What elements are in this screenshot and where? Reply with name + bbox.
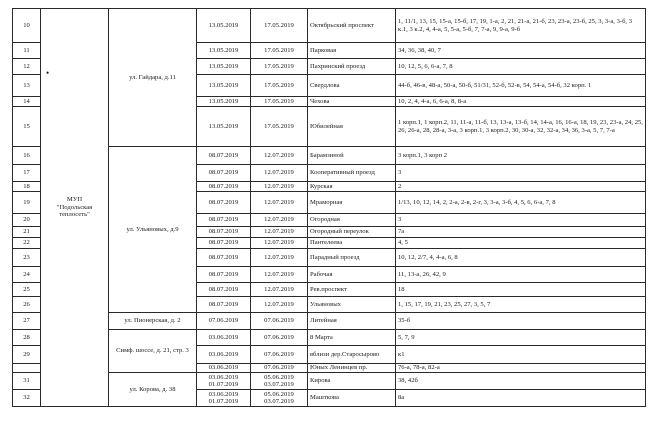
row-number: 31 [13,373,41,390]
house-numbers: 38, 42б [396,373,646,390]
house-numbers: 10, 12, 5, 6, 6-а, 7, 8 [396,59,646,75]
end-date: 12.07.2019 [251,227,308,238]
street-name: Юных Ленинцев пр. [308,364,396,373]
street-name: Барамзиной [308,147,396,165]
start-date: 08.07.2019 [197,214,251,227]
house-numbers: 3 [396,214,646,227]
row-number: 20 [13,214,41,227]
end-date: 17.05.2019 [251,107,308,147]
street-name: Ульяновых [308,297,396,313]
row-number: 18 [13,182,41,192]
end-date: 05.06.2019 03.07.2019 [251,373,308,390]
row-number: 10 [13,9,41,43]
street-name: Рев.проспект [308,283,396,297]
start-date: 13.05.2019 [197,75,251,97]
house-numbers: 1/13, 10, 12, 14, 2, 2-а, 2-в, 2-г, 3, 3-а, 3-б, 4, 5, 6, 6-а, 7, 8 [396,192,646,214]
house-numbers: 7а [396,227,646,238]
end-date: 07.06.2019 [251,346,308,364]
end-date: 12.07.2019 [251,283,308,297]
house-numbers: 3 корп.1, 3 корп 2 [396,147,646,165]
row-number: 12 [13,59,41,75]
end-date: 12.07.2019 [251,147,308,165]
address-cell: ул. Пионерская, д. 2 [109,313,197,330]
row-number: 28 [13,330,41,346]
street-name: Машткова [308,390,396,407]
street-name: Чехова [308,97,396,107]
row-number: 23 [13,249,41,267]
end-date: 17.05.2019 [251,59,308,75]
stray-mark: • [46,68,50,78]
start-date: 03.06.2019 [197,346,251,364]
table-row [13,9,646,43]
row-number: 19 [13,192,41,214]
house-numbers: 4, 5 [396,238,646,249]
start-date: 08.07.2019 [197,227,251,238]
organization-cell: МУП "Подольская теплосеть" [41,9,109,407]
start-date: 08.07.2019 [197,182,251,192]
street-name: Кооперативный проезд [308,165,396,182]
address-cell: ул. Ульяновых, д.9 [109,147,197,313]
street-name: Парадный проезд [308,249,396,267]
street-name: Свердлова [308,75,396,97]
house-numbers: 1, 11/1, 13, 15, 15-а, 15-б, 17, 19, 1-а, 2, 21, 21-а, 21-б, 23, 23-а, 23-б, 25, 3, 3-а, 3-б, 3 к.1, 3 к.2, 4, 4-а, 5, 5-а, 5-б, 7, 7-а, 9, 9-а, 9-б [396,9,646,43]
start-date: 08.07.2019 [197,267,251,283]
street-name: вблизи дер.Старосырово [308,346,396,364]
end-date: 17.05.2019 [251,97,308,107]
house-numbers: 10, 12, 2/7, 4, 4-а, 6, 8 [396,249,646,267]
row-number: 14 [13,97,41,107]
house-numbers: 44-б, 46-в, 48-а, 50-а, 50-б, 51/31, 52-б, 52-в, 54, 54-а, 54-б, 32 корп. 1 [396,75,646,97]
house-numbers: 5, 7, 9 [396,330,646,346]
row-number: 13 [13,75,41,97]
street-name: Мраморная [308,192,396,214]
end-date: 07.06.2019 [251,330,308,346]
street-name: Литейная [308,313,396,330]
street-name: Рабочая [308,267,396,283]
start-date: 08.07.2019 [197,147,251,165]
street-name: Кирова [308,373,396,390]
end-date: 17.05.2019 [251,43,308,59]
start-date: 13.05.2019 [197,43,251,59]
house-numbers: 2 [396,182,646,192]
street-name: 8 Марта [308,330,396,346]
start-date: 03.06.2019 [197,364,251,373]
house-numbers: 18 [396,283,646,297]
address-cell: ул. Гайдара, д.11 [109,9,197,147]
house-numbers: 3 [396,165,646,182]
end-date: 07.06.2019 [251,364,308,373]
end-date: 12.07.2019 [251,182,308,192]
end-date: 17.05.2019 [251,75,308,97]
street-name: Октябрьский проспект [308,9,396,43]
end-date: 12.07.2019 [251,267,308,283]
end-date: 12.07.2019 [251,297,308,313]
row-number: 16 [13,147,41,165]
start-date: 03.06.2019 01.07.2019 [197,373,251,390]
end-date: 12.07.2019 [251,214,308,227]
street-name: Пахринский проезд [308,59,396,75]
street-name: Огородная [308,214,396,227]
end-date: 07.06.2019 [251,313,308,330]
house-numbers: 8а [396,390,646,407]
street-name: Парковая [308,43,396,59]
start-date: 08.07.2019 [197,165,251,182]
house-numbers: 11, 13-а, 26, 42, 9 [396,267,646,283]
start-date: 08.07.2019 [197,297,251,313]
end-date: 12.07.2019 [251,192,308,214]
row-number: 22 [13,238,41,249]
start-date: 03.06.2019 01.07.2019 [197,390,251,407]
row-number: 21 [13,227,41,238]
start-date: 13.05.2019 [197,9,251,43]
house-numbers: 1 корп.1, 1 корп.2, 11, 11-а, 11-б, 13, 13-а, 13-б, 14, 14-а, 16, 16-а, 18, 19, 23, 23-а, 24, 25, 26, 26-а, 28, 28-а, 3-а, 3 корп.1, 3 корп.2, 30, 30-а, 32, 32-а, 34, 36, 3-а, 5, 7, 7-а [396,107,646,147]
end-date: 12.07.2019 [251,165,308,182]
street-name: Огородный переулок [308,227,396,238]
row-number [13,364,41,373]
row-number: 32 [13,390,41,407]
address-cell: ул. Корова, д. 38 [109,373,197,407]
end-date: 17.05.2019 [251,9,308,43]
start-date: 07.06.2019 [197,313,251,330]
row-number: 27 [13,313,41,330]
start-date: 13.05.2019 [197,107,251,147]
street-name: Курская [308,182,396,192]
row-number: 25 [13,283,41,297]
row-number: 15 [13,107,41,147]
address-cell: Симф. шоссе, д. 21, стр. 3 [109,330,197,373]
house-numbers: 76-а, 78-а, 82-а [396,364,646,373]
house-numbers: 1, 15, 17, 19, 21, 23, 25, 27, 3, 5, 7 [396,297,646,313]
end-date: 12.07.2019 [251,238,308,249]
start-date: 08.07.2019 [197,283,251,297]
street-name: Пантелеева [308,238,396,249]
start-date: 13.05.2019 [197,97,251,107]
end-date: 12.07.2019 [251,249,308,267]
row-number: 17 [13,165,41,182]
start-date: 13.05.2019 [197,59,251,75]
house-numbers: 35-б [396,313,646,330]
end-date: 05.06.2019 03.07.2019 [251,390,308,407]
start-date: 03.06.2019 [197,330,251,346]
house-numbers: 34, 36, 38, 40, 7 [396,43,646,59]
house-numbers: к1 [396,346,646,364]
schedule-table [12,8,646,407]
start-date: 08.07.2019 [197,238,251,249]
row-number: 11 [13,43,41,59]
row-number: 26 [13,297,41,313]
row-number: 24 [13,267,41,283]
street-name: Юбилейная [308,107,396,147]
start-date: 08.07.2019 [197,249,251,267]
house-numbers: 10, 2, 4, 4-а, 6, 6-а, 8, 8-а [396,97,646,107]
start-date: 08.07.2019 [197,192,251,214]
row-number: 29 [13,346,41,364]
